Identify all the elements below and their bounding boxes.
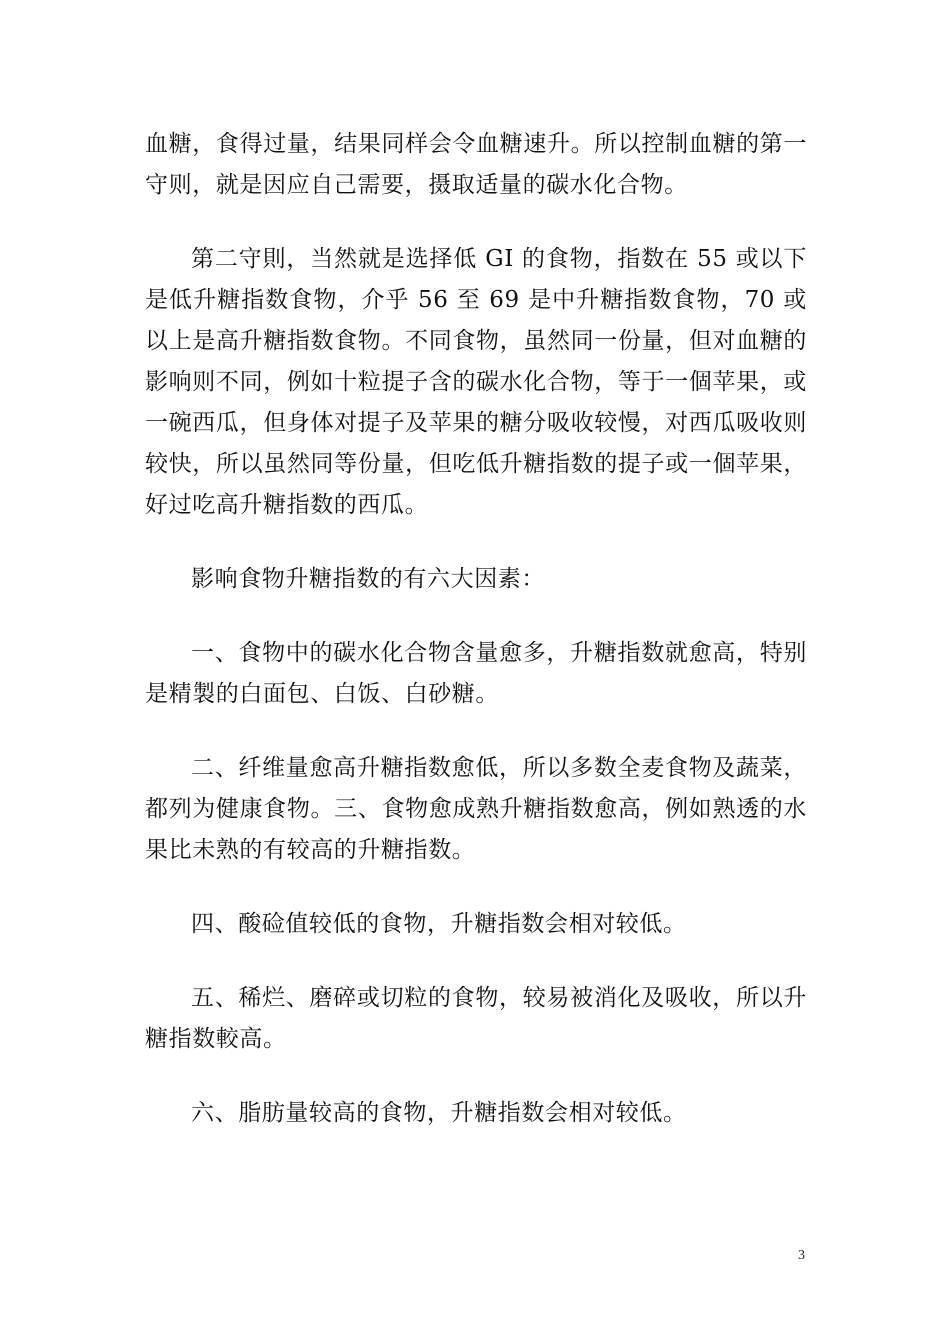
paragraph-factor-two-three: 二、纤维量愈高升糖指数愈低，所以多数全麦食物及蔬菜，都列为健康食物。三、食物愈成熟升糖指数愈高，例如熟透的水果比未熟的有较高的升糖指数。 [145, 755, 807, 863]
paragraph-factor-four: 四、酸硷值较低的食物，升糖指数会相对较低。 [191, 911, 687, 937]
paragraph-factor-six: 六、脂肪量较高的食物，升糖指数会相对较低。 [191, 1100, 687, 1126]
paragraph-factor-five: 五、稀烂、磨碎或切粒的食物，较易被消化及吸收，所以升糖指数較高。 [145, 985, 807, 1052]
page-number: 3 [798, 1248, 805, 1263]
paragraph-second-rule: 第二守則，当然就是选择低 GI 的食物，指数在 55 或以下是低升糖指数食物，介乎 56 至 69 是中升糖指数食物，70 或以上是高升糖指数食物。不同食物，虽然同一份量，但对血糖的影响则不同，例如十粒提子含的碳水化合物，等于一個苹果，或一碗西瓜，但身体对提子及苹果的糖分吸收较慢，对西瓜吸收则较快，所以虽然同等份量，但吃低升糖指数的提子或一個苹果，好过吃高升糖指数的西瓜。 [145, 246, 807, 518]
paragraph-continuation: 血糖，食得过量，结果同样会令血糖速升。所以控制血糖的第一守则，就是因应自己需要，摄取适量的碳水化合物。 [145, 131, 807, 198]
paragraph-factors-intro: 影响食物升糖指数的有六大因素： [191, 566, 545, 592]
document-body [145, 124, 807, 1134]
paragraph-factor-one: 一、食物中的碳水化合物含量愈多，升糖指数就愈高，特别是精製的白面包、白饭、白砂糖。 [145, 640, 807, 707]
